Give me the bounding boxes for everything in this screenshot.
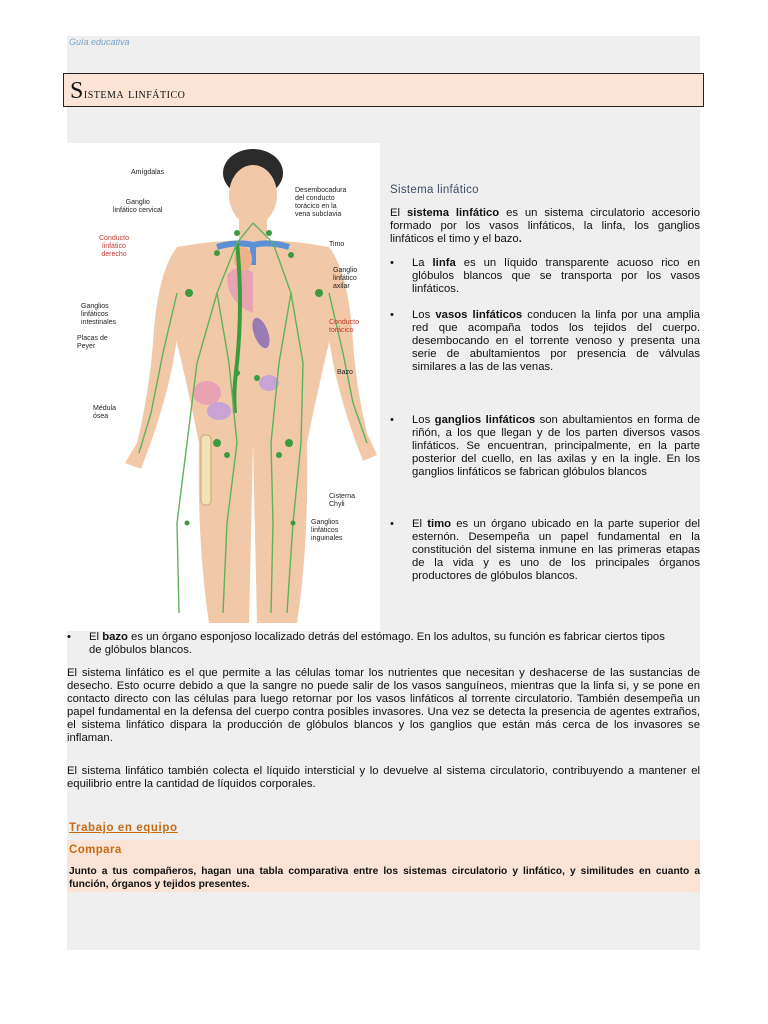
- label-amigdalas: Amígdalas: [131, 169, 165, 176]
- label-conducto-derecho: Conducto linfático derecho: [99, 235, 129, 258]
- label-medula: Médula ósea: [93, 405, 116, 420]
- label-timo: Timo: [329, 241, 345, 248]
- section-subhead: Sistema linfático: [390, 184, 479, 196]
- label-ganglio-axilar: Ganglio linfático axilar: [333, 267, 358, 290]
- compare-task: Junto a tus compañeros, hagan una tabla comparativa entre los sistemas circulatorio y linfático, y similitudes en cuanto a función, órganos y tejidos presentes.: [69, 866, 700, 890]
- label-conducto-toracico: Conducto torácico: [329, 319, 359, 334]
- compare-title: Compara: [69, 844, 122, 856]
- intro-paragraph: El sistema linfático es un sistema circulatorio accesorio formado por los vasos linfáticos, la linfa, los ganglios linfáticos el timo y el bazo.: [390, 207, 700, 245]
- team-heading: Trabajo en equipo: [69, 822, 178, 834]
- label-ganglios-intestinales: Ganglios linfáticos intestinales: [81, 303, 117, 326]
- paragraph-interstitial: El sistema linfático también colecta el líquido intersticial y lo devuelve al sistema circulatorio, contribuyendo a mantener el equilibrio entre la cantidad de líquidos corporales.: [67, 765, 700, 790]
- page-title: Sistema linfático: [70, 78, 186, 104]
- label-desembocadura: Desembocadura del conducto torácico en la vena subclavia: [295, 187, 347, 218]
- header-guide-label: Guía educativa: [69, 37, 130, 47]
- label-cisterna: Cisterna Chyli: [329, 493, 356, 508]
- paragraph-function: El sistema linfático es el que permite a las células tomar los nutrientes que necesitan y deshacerse de las sustancias de desecho. Esto ocurre debido a que la sangre no puede salir de los vasos sanguíneos, mientras que la linfa si, y se pone en contacto directo con las células para luego retornar por los vasos linfáticos al torrente circulatorio. También desempeña un papel fundamental en la defensa del cuerpo contra posibles invasores. Una vez se detecta la presencia de agentes extraños, el sistema linfático dispara la producción de glóbulos blancos y los ganglios que están más cerca de los invasores se inflaman.: [67, 667, 700, 744]
- label-placas-peyer: Placas de Peyer: [77, 335, 108, 350]
- lymphatic-figure: [67, 143, 380, 631]
- label-bazo: Bazo: [337, 369, 353, 376]
- title-box: [63, 73, 704, 107]
- label-ganglios-inguinales: Ganglios linfáticos inguinales: [311, 519, 343, 542]
- label-ganglio-cervical: Ganglio linfático cervical: [113, 199, 163, 214]
